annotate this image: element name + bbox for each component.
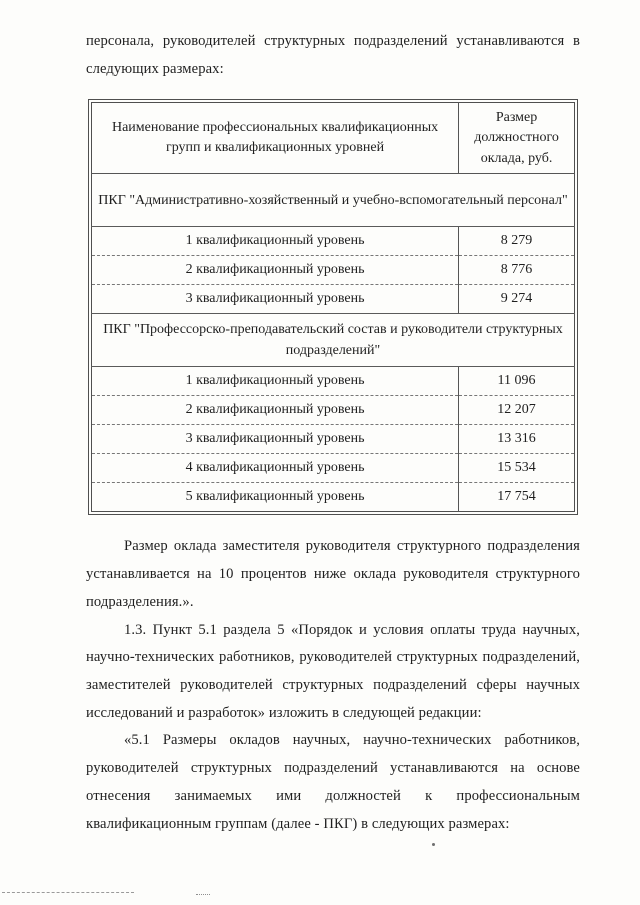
salary-cell: 17 754 xyxy=(497,489,536,505)
table-row xyxy=(92,454,575,483)
salary-cell: 9 274 xyxy=(459,285,575,314)
salary-cell: 13 316 xyxy=(459,425,575,454)
table-section-row-admin xyxy=(92,174,575,227)
level-cell: 4 квалификационный уровень xyxy=(92,454,459,483)
level-cell: 3 квалификационный уровень xyxy=(92,285,459,314)
level-cell: 1 квалификационный уровень xyxy=(92,367,459,396)
table-section-title-admin: ПКГ "Административно-хозяйственный и учебно-вспомогательный персонал" xyxy=(92,174,575,227)
salary-cell: 12 207 xyxy=(459,396,575,425)
table-row xyxy=(92,367,575,396)
paragraph-point-1-3: 1.3. Пункт 5.1 раздела 5 «Порядок и условия оплаты труда научных, научно-технических работников, руководителей структурных подразделений, заместителей руководителей структурных подразделений сферы научных исследований и разработок» изложить в следующей редакции: xyxy=(86,621,580,721)
table-section-title-professor: ПКГ "Профессорско-преподавательский состав и руководители структурных подразделений" xyxy=(92,314,575,367)
salary-cell: 15 534 xyxy=(459,454,575,483)
table-row xyxy=(92,256,575,285)
level-cell: 2 квалификационный уровень xyxy=(92,256,459,285)
level-cell: 1 квалификационный уровень xyxy=(92,227,459,256)
table-row xyxy=(92,285,575,314)
table-header-name: Наименование профессиональных квалификационных групп и квалификационных уровней xyxy=(92,103,459,174)
scan-artifact-dotted-mark xyxy=(196,894,210,895)
scan-artifact-dashed-line xyxy=(2,892,134,893)
salary-table xyxy=(91,102,575,512)
table-row xyxy=(92,396,575,425)
paragraph-intro: персонала, руководителей структурных подразделений устанавливаются в следующих размерах: xyxy=(86,33,580,77)
level-cell: 5 квалификационный уровень xyxy=(92,483,459,512)
level-cell: 2 квалификационный уровень xyxy=(92,396,459,425)
table-section-row-professor xyxy=(92,314,575,367)
paragraph-deputy-salary: Размер оклада заместителя руководителя структурного подразделения устанавливается на 10 процентов ниже оклада руководителя структурного подразделения.». xyxy=(86,538,580,610)
table-header-row xyxy=(92,103,575,174)
table-row xyxy=(92,227,575,256)
salary-cell: 11 096 xyxy=(459,367,575,396)
scan-artifact-dot xyxy=(432,843,435,846)
table-row xyxy=(92,483,575,512)
salary-cell: 8 279 xyxy=(459,227,575,256)
table-row xyxy=(92,425,575,454)
salary-table-frame xyxy=(88,99,578,515)
level-cell: 3 квалификационный уровень xyxy=(92,425,459,454)
table-header-salary: Размер должностного оклада, руб. xyxy=(459,103,575,174)
salary-cell: 8 776 xyxy=(459,256,575,285)
paragraph-point-5-1: «5.1 Размеры окладов научных, научно-технических работников, руководителей структурных подразделений устанавливаются на основе отнесения занимаемых ими должностей к профессиональным квалификационным группам (далее - ПКГ) в следующих размерах: xyxy=(86,732,580,832)
